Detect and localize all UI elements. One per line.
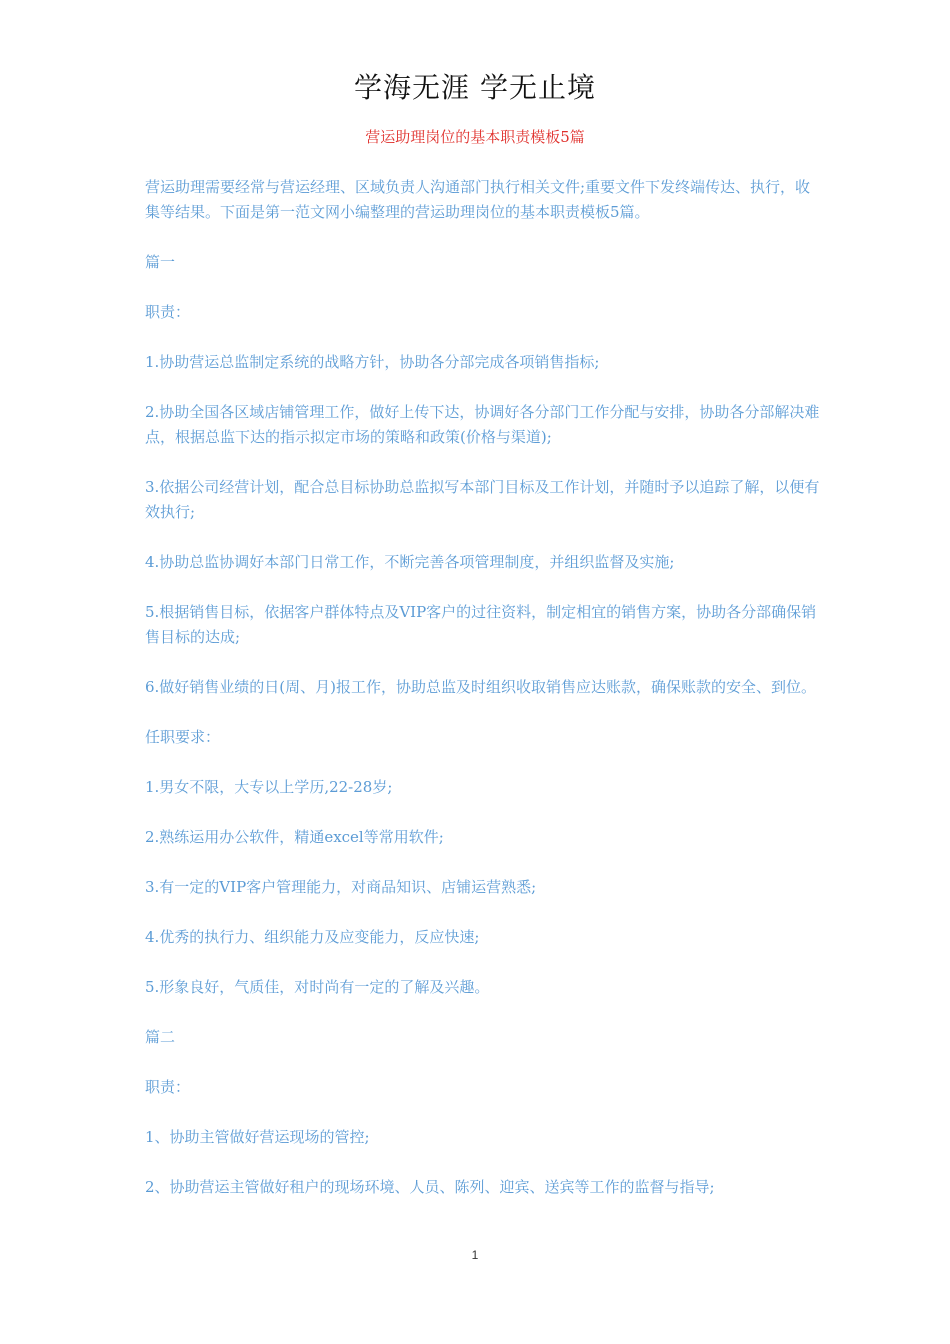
- list-item: 1.协助营运总监制定系统的战略方针，协助各分部完成各项销售指标;: [145, 353, 600, 371]
- subheading: 任职要求：: [145, 728, 221, 746]
- list-item: 5.形象良好，气质佳，对时尚有一定的了解及兴趣。: [145, 978, 490, 996]
- document-body: [145, 175, 825, 1225]
- list-item: 4.协助总监协调好本部门日常工作，不断完善各项管理制度，并组织监督及实施;: [145, 553, 675, 571]
- intro-paragraph: 营运助理需要经常与营运经理、区域负责人沟通部门执行相关文件;重要文件下发终端传达、执行，收集等结果。下面是第一范文网小编整理的营运助理岗位的基本职责模板5篇。: [145, 178, 811, 221]
- list-item: 2.协助全国各区域店铺管理工作，做好上传下达，协调好各分部门工作分配与安排，协助各分部解决难点，根据总监下达的指示拟定市场的策略和政策(价格与渠道);: [145, 403, 820, 446]
- list-item: 2.熟练运用办公软件，精通excel等常用软件;: [145, 828, 444, 846]
- document-title: 营运助理岗位的基本职责模板5篇: [365, 128, 585, 146]
- section-heading: 篇二: [145, 1028, 176, 1046]
- list-item: 1、协助主管做好营运现场的管控;: [145, 1128, 370, 1146]
- list-item: 6.做好销售业绩的日(周、月)报工作，协助总监及时组织收取销售应达账款，确保账款的安全、到位。: [145, 678, 817, 696]
- list-item: 3.有一定的VIP客户管理能力，对商品知识、店铺运营熟悉;: [145, 878, 537, 896]
- subheading: 职责：: [145, 1078, 191, 1096]
- section-heading: 篇一: [145, 253, 176, 271]
- list-item: 2、协助营运主管做好租户的现场环境、人员、陈列、迎宾、送宾等工作的监督与指导;: [145, 1178, 715, 1196]
- list-item: 1.男女不限，大专以上学历,22-28岁;: [145, 778, 393, 796]
- subheading: 职责：: [145, 303, 191, 321]
- list-item: 5.根据销售目标，依据客户群体特点及VIP客户的过往资料，制定相宜的销售方案，协助各分部确保销售目标的达成;: [145, 603, 817, 646]
- page-header: 学海无涯 学无止境: [354, 71, 596, 104]
- list-item: 4.优秀的执行力、组织能力及应变能力，反应快速;: [145, 928, 480, 946]
- list-item: 3.依据公司经营计划，配合总目标协助总监拟写本部门目标及工作计划，并随时予以追踪了解，以便有效执行;: [145, 478, 820, 521]
- page-number: 1: [471, 1248, 479, 1262]
